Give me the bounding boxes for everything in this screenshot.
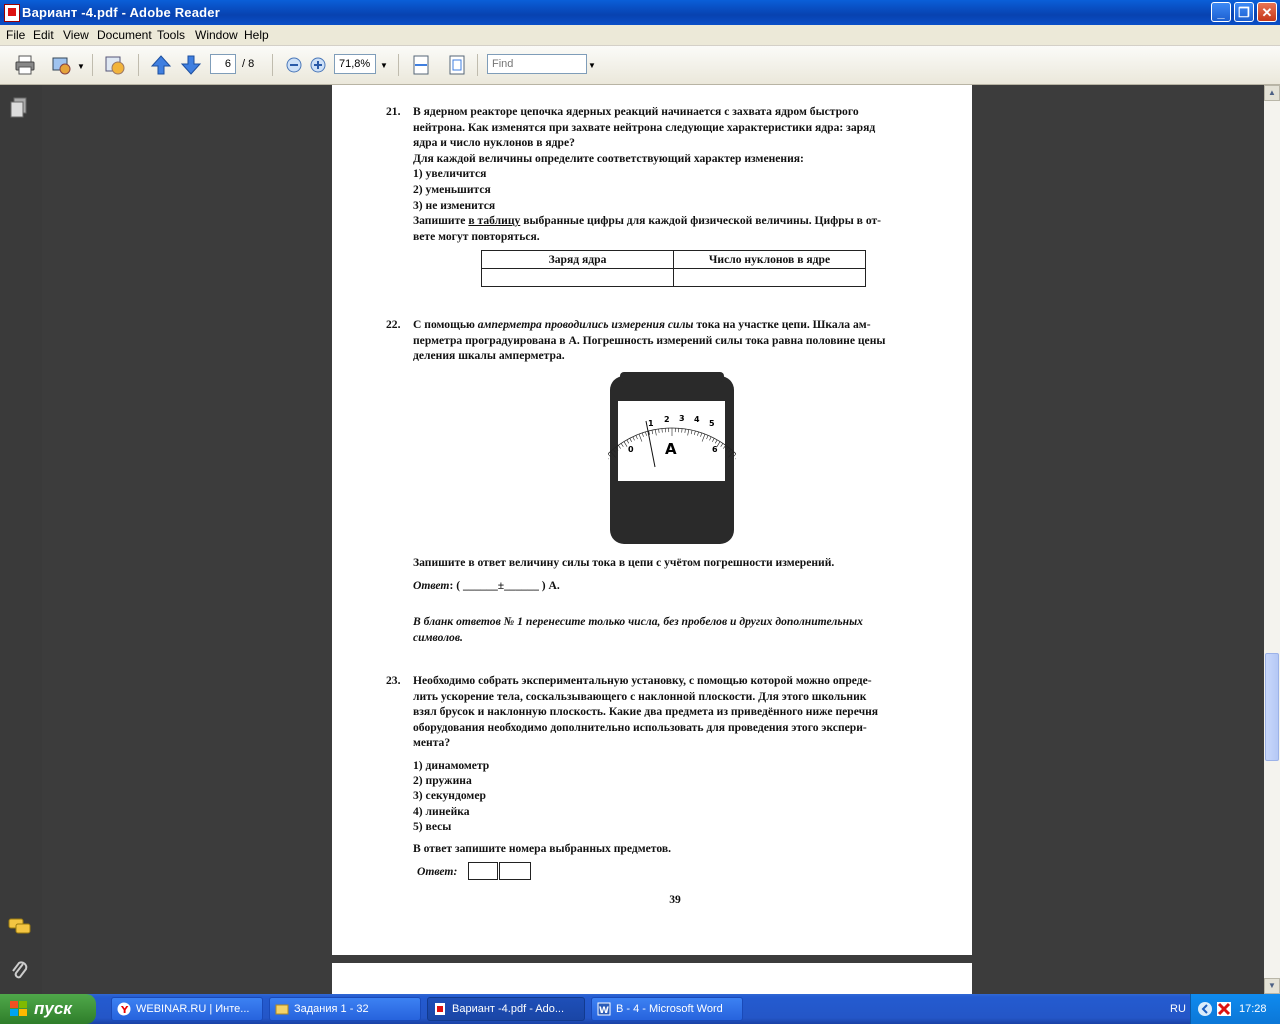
language-indicator[interactable]: RU bbox=[1170, 1003, 1186, 1015]
vertical-scrollbar[interactable] bbox=[1264, 85, 1280, 994]
question-23-answer-label: Ответ: bbox=[417, 865, 458, 878]
adobe-reader-icon bbox=[4, 4, 20, 22]
pdf-page bbox=[332, 85, 972, 955]
page-total-label: / 8 bbox=[242, 58, 255, 70]
start-label: пуск bbox=[34, 999, 72, 1018]
scale-label-5: 5 bbox=[709, 419, 715, 428]
taskbar-item-adobe-reader[interactable]: Вариант -4.pdf - Ado... bbox=[427, 997, 585, 1021]
table-cell-nucleons bbox=[674, 269, 866, 287]
chevron-down-icon[interactable]: ▼ bbox=[77, 62, 85, 71]
scale-label-6: 6 bbox=[712, 445, 718, 454]
zoom-in-icon[interactable] bbox=[307, 54, 329, 76]
question-22-note: В бланк ответов № 1 перенесите только числа, без пробелов и других дополнительных символов. bbox=[413, 615, 863, 644]
menu-window[interactable]: Window bbox=[195, 28, 238, 42]
answer-table-21 bbox=[481, 250, 866, 287]
scroll-down-arrow[interactable]: ▼ bbox=[1264, 978, 1280, 994]
question-23-text: Необходимо собрать экспериментальную установку, с помощью которой можно опреде- лить ускорение тела, соскальзывающего с наклонной плоскости. Для этого школьник взял брусок и наклонную плоскость. Какие два предмета из приведённого ниже перечня оборудования необходимо дополнительно использовать для проведения этого экспери- мента? bbox=[413, 674, 879, 750]
menu-view[interactable]: View bbox=[63, 28, 89, 42]
system-tray bbox=[1190, 994, 1280, 1024]
fit-width-icon[interactable] bbox=[410, 54, 432, 76]
taskbar-item-folder[interactable]: Задания 1 - 32 bbox=[269, 997, 421, 1021]
table-cell-charge bbox=[482, 269, 674, 287]
table-header-charge: Заряд ядра bbox=[482, 251, 674, 269]
windows-logo-icon bbox=[10, 1001, 28, 1017]
menu-document[interactable]: Document bbox=[97, 28, 152, 42]
question-23-number: 23. bbox=[386, 674, 401, 687]
page-number: 39 bbox=[669, 893, 681, 906]
yandex-browser-icon bbox=[117, 1002, 131, 1016]
question-23-write: В ответ запишите номера выбранных предметов. bbox=[413, 842, 671, 855]
ammeter-figure bbox=[608, 370, 736, 546]
scale-label-3: 3 bbox=[679, 414, 685, 423]
scale-label-1: 1 bbox=[648, 419, 654, 428]
svg-text:Y: Y bbox=[121, 1005, 129, 1016]
window-title: Вариант -4.pdf - Adobe Reader bbox=[22, 5, 220, 20]
svg-text:W: W bbox=[599, 1006, 609, 1016]
question-22-write: Запишите в ответ величину силы тока в цепи с учётом погрешности измерений. bbox=[413, 556, 835, 569]
scale-label-4: 4 bbox=[694, 415, 700, 424]
find-input[interactable] bbox=[487, 54, 587, 74]
answer-box-1 bbox=[468, 862, 498, 880]
toolbar bbox=[0, 46, 1280, 85]
document-viewport[interactable] bbox=[42, 85, 1264, 994]
pdf-page-next bbox=[332, 963, 972, 994]
previous-page-icon[interactable] bbox=[150, 54, 172, 76]
answer-box-2 bbox=[499, 862, 531, 880]
folder-icon bbox=[275, 1002, 289, 1016]
scrollbar-thumb[interactable] bbox=[1265, 653, 1279, 761]
clock: 17:28 bbox=[1239, 1003, 1267, 1015]
taskbar bbox=[0, 994, 1280, 1024]
maximize-button[interactable]: ❐ bbox=[1234, 2, 1254, 22]
question-22-answer: Ответ: ( ______±______ ) А. bbox=[413, 579, 560, 592]
attachment-icon[interactable] bbox=[10, 959, 30, 981]
scale-label-2: 2 bbox=[664, 415, 670, 424]
start-button[interactable] bbox=[0, 994, 96, 1024]
menu-file[interactable]: File bbox=[6, 28, 26, 42]
menu-bar bbox=[0, 25, 1280, 46]
menu-help[interactable]: Help bbox=[244, 28, 269, 42]
antivirus-icon[interactable] bbox=[1216, 1001, 1232, 1017]
zoom-dropdown-icon[interactable]: ▼ bbox=[380, 61, 388, 70]
scroll-up-arrow[interactable]: ▲ bbox=[1264, 85, 1280, 101]
zoom-input[interactable] bbox=[334, 54, 376, 74]
fit-page-icon[interactable] bbox=[446, 54, 468, 76]
find-dropdown-icon[interactable]: ▼ bbox=[588, 61, 596, 70]
print-icon[interactable] bbox=[14, 54, 36, 76]
navigation-pane bbox=[0, 85, 43, 994]
question-22-text: С помощью амперметра проводились измерения силы тока на участке цепи. Шкала ам- перметра проградуирована в А. Погрешность измерений силы тока равна половине цены деления шкалы амперметра. bbox=[413, 318, 886, 363]
scale-label-0: 0 bbox=[628, 445, 634, 454]
next-page-icon[interactable] bbox=[180, 54, 202, 76]
hand-tool-icon[interactable] bbox=[104, 54, 126, 76]
page-number-input[interactable] bbox=[210, 54, 236, 74]
unit-label: A bbox=[665, 440, 677, 458]
question-23-options: 1) динамометр 2) пружина 3) секундомер 4) линейка 5) весы bbox=[413, 759, 490, 833]
comments-icon[interactable] bbox=[8, 917, 32, 937]
taskbar-item-word[interactable]: W В - 4 - Microsoft Word bbox=[591, 997, 743, 1021]
menu-tools[interactable]: Tools bbox=[157, 28, 186, 42]
question-22-number: 22. bbox=[386, 318, 401, 331]
pages-icon[interactable] bbox=[9, 97, 29, 119]
word-icon bbox=[597, 1002, 611, 1016]
taskbar-item-webinar[interactable]: Y WEBINAR.RU | Инте... bbox=[111, 997, 263, 1021]
close-button[interactable]: ✕ bbox=[1257, 2, 1277, 22]
tray-arrow-icon[interactable] bbox=[1197, 1001, 1213, 1017]
table-header-nucleons: Число нуклонов в ядре bbox=[674, 251, 866, 269]
question-21-text: В ядерном реакторе цепочка ядерных реакций начинается с захвата ядром быстрого нейтрона. Как изменятся при захвате нейтрона следующие характеристики ядра: заряд ядра и число нуклонов в ядре? Для каждой величины определите соответствующий характер изменения: 1) увеличится 2) уменьшится 3) не изменится Запишите в таблицу выбранные цифры для каждой физической величины. Цифры в от- вете могут повторяться. bbox=[413, 105, 882, 243]
zoom-out-icon[interactable] bbox=[283, 54, 305, 76]
question-21-number: 21. bbox=[386, 105, 401, 118]
pdf-icon bbox=[433, 1002, 447, 1016]
minimize-button[interactable]: _ bbox=[1211, 2, 1231, 22]
menu-edit[interactable]: Edit bbox=[33, 28, 54, 42]
title-bar[interactable] bbox=[0, 0, 1280, 25]
print-setup-icon[interactable] bbox=[50, 54, 72, 76]
